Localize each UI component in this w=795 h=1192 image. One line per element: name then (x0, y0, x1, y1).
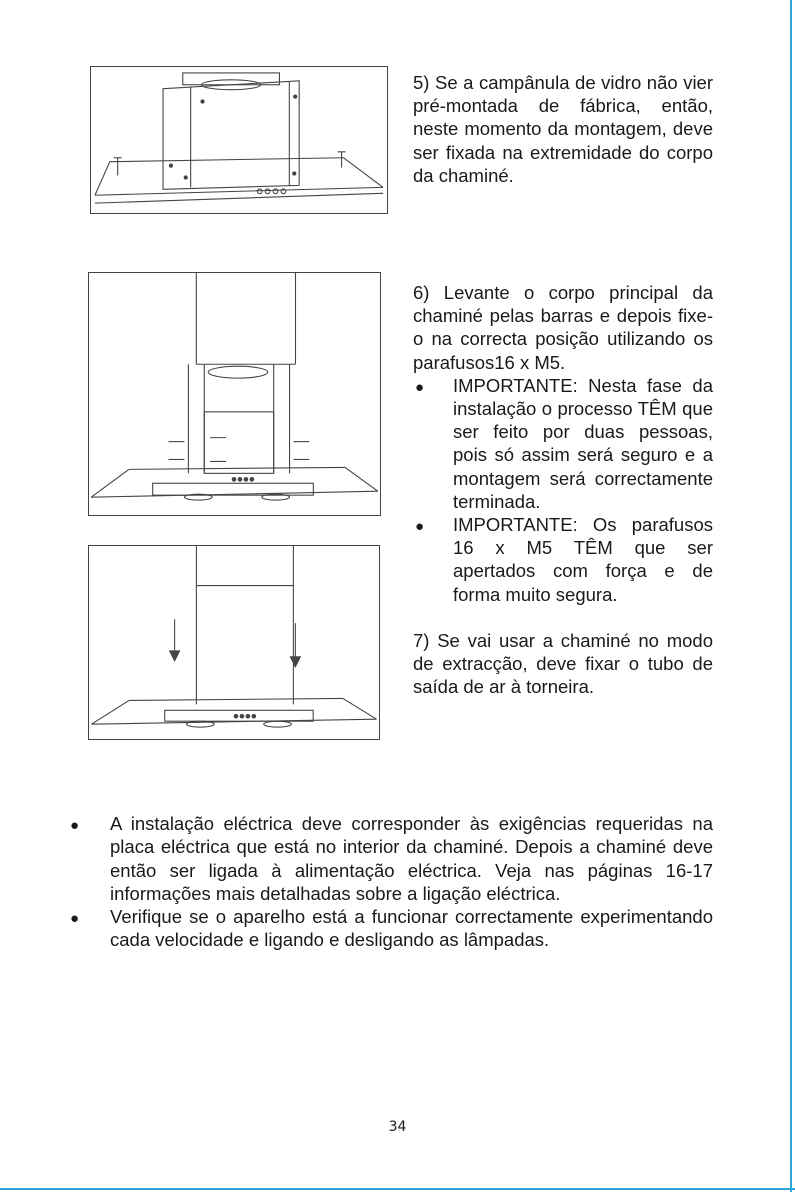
note-item (70, 812, 713, 905)
bullet-icon (415, 374, 424, 399)
bullet-icon (70, 812, 79, 837)
note-text: Verifique se o aparelho está a funcionar correctamente experimentando cada velocidade e ligando e desligando as lâmpadas. (110, 906, 713, 951)
important-2-text: IMPORTANTE: Os parafusos 16 x M5 TÊM que ser apertados com força e de forma muito segura. (453, 514, 713, 605)
important-note-1 (413, 374, 713, 513)
note-text: A instalação eléctrica deve corresponder às exigências requeridas na placa eléctrica que está no interior da chaminé. Depois a chaminé deve então ser ligada à alimentação eléctrica. Veja nas páginas 16-17 informações mais detalhadas sobre a ligação eléctrica. (110, 813, 713, 904)
important-1-text: IMPORTANTE: Nesta fase da instalação o processo TÊM que ser feito por duas pessoas, pois só assim será seguro e a montagem será correctamente terminada. (453, 374, 713, 512)
bullet-icon (415, 513, 424, 538)
step-6: 6) Levante o corpo principal da chaminé pelas barras e depois fixe-o na correcta posição utilizando os parafusos16 x M5. (413, 282, 713, 373)
page-edge-bottom (0, 1188, 795, 1190)
figure-chimney-lowered (88, 545, 380, 740)
note-item (70, 905, 713, 952)
page-edge-right (790, 0, 792, 1192)
step-7: 7) Se vai usar a chaminé no modo de extracção, deve fixar o tubo de saída de ar à torneira. (413, 629, 713, 698)
figure-chimney-bracket (88, 272, 381, 516)
electrical-notes (70, 812, 713, 952)
important-note-2 (413, 513, 713, 606)
figure-canopy-mount (90, 66, 388, 214)
step-6-7-text (413, 281, 713, 698)
bullet-icon (70, 905, 79, 930)
step-5: 5) Se a campânula de vidro não vier pré-montada de fábrica, então, neste momento da montagem, deve ser fixada na extremidade do corpo da chaminé. (413, 72, 713, 186)
step-5-text (413, 71, 713, 187)
page-number: 34 (388, 1119, 407, 1135)
